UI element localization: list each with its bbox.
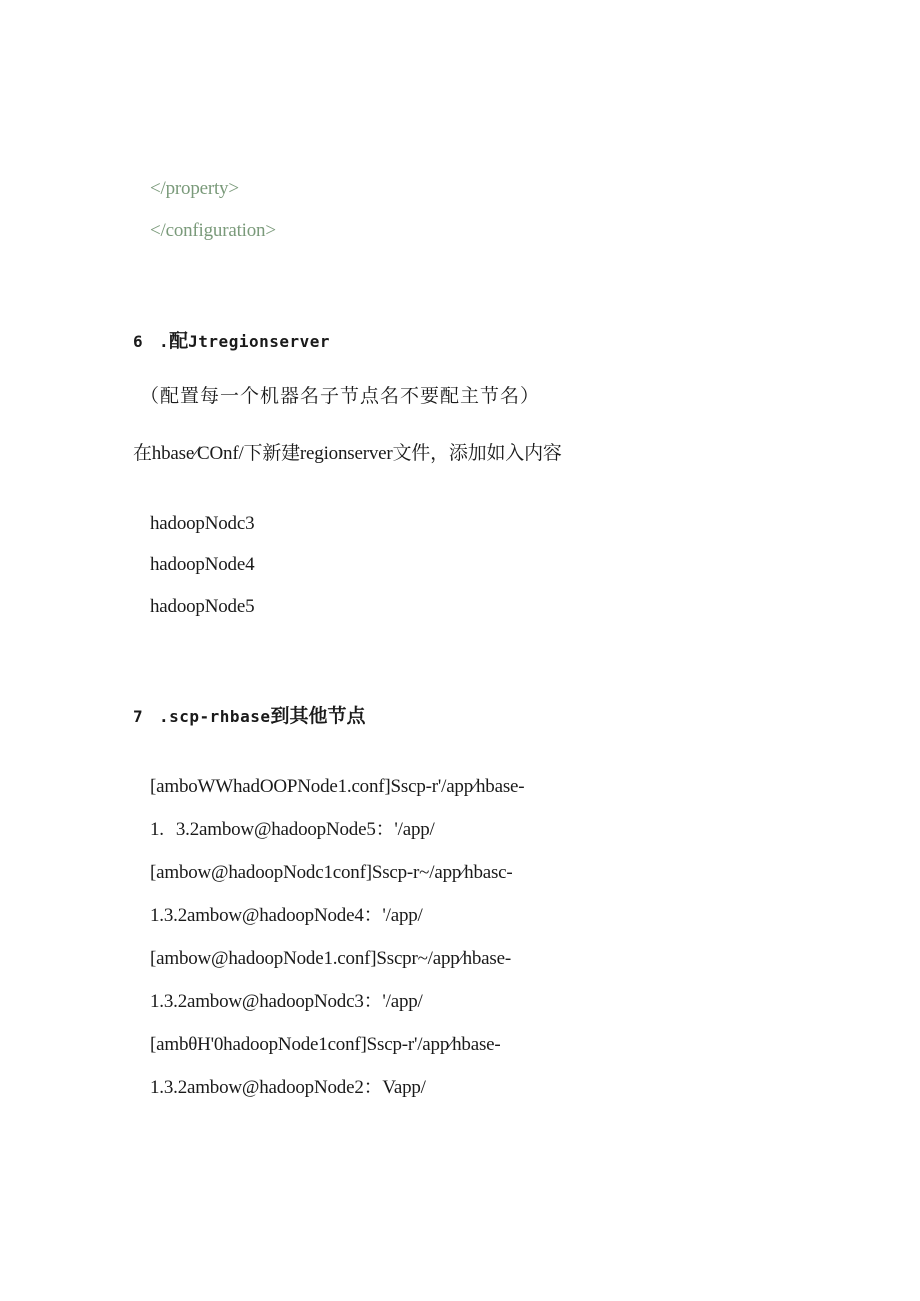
command-line: [ambθH'0hadoopNode1conf]Sscp-r'/app⁄hbase- [150, 1034, 501, 1055]
command-fragment: 3.2ambow@hadoopNode5：'/app/ [175, 819, 435, 840]
section-7-title-latin: .scp-rhbase [159, 707, 271, 726]
section-7-title-cjk: 到其他节点 [270, 705, 366, 727]
command-line: 1.3.2ambow@hadoopNode2：Vapp/ [150, 1077, 426, 1098]
command-line [150, 818, 435, 842]
section-6-number: 6 [133, 332, 144, 351]
section-7-number: 7 [133, 707, 144, 726]
section-7-heading [133, 704, 365, 729]
xml-closing-configuration: </configuration> [150, 220, 276, 241]
command-line: 1.3.2ambow@hadoopNode4：'/app/ [150, 905, 423, 926]
host-line: hadoopNodc3 [150, 513, 255, 534]
command-line: [ambow@hadoopNode1.conf]Sscpr~/app⁄hbase- [150, 948, 511, 969]
section-6-title-rest: Jtregionserver [188, 332, 331, 351]
section-6-title-prefix: . [159, 332, 170, 351]
section-6-heading [133, 329, 330, 354]
command-line: 1.3.2ambow@hadoopNodc3：'/app/ [150, 991, 423, 1012]
xml-closing-property: </property> [150, 178, 239, 199]
host-line: hadoopNode5 [150, 596, 255, 617]
command-line: [ambow@hadoopNodc1conf]Sscp-r~/app⁄hbasc- [150, 862, 513, 883]
host-line: hadoopNode4 [150, 554, 255, 575]
command-fragment: 1. [150, 819, 164, 840]
section-6-title-cjk: 配 [169, 330, 189, 352]
command-line: [amboWWhadOOPNode1.conf]Sscp-r'/app⁄hbase- [150, 776, 525, 797]
section-6-note: （配置每一个机器名子节点名不要配主节名） [140, 386, 541, 407]
section-6-instruction: 在hbase⁄COnf/下新建regionserver文件，添加如入内容 [133, 443, 562, 464]
